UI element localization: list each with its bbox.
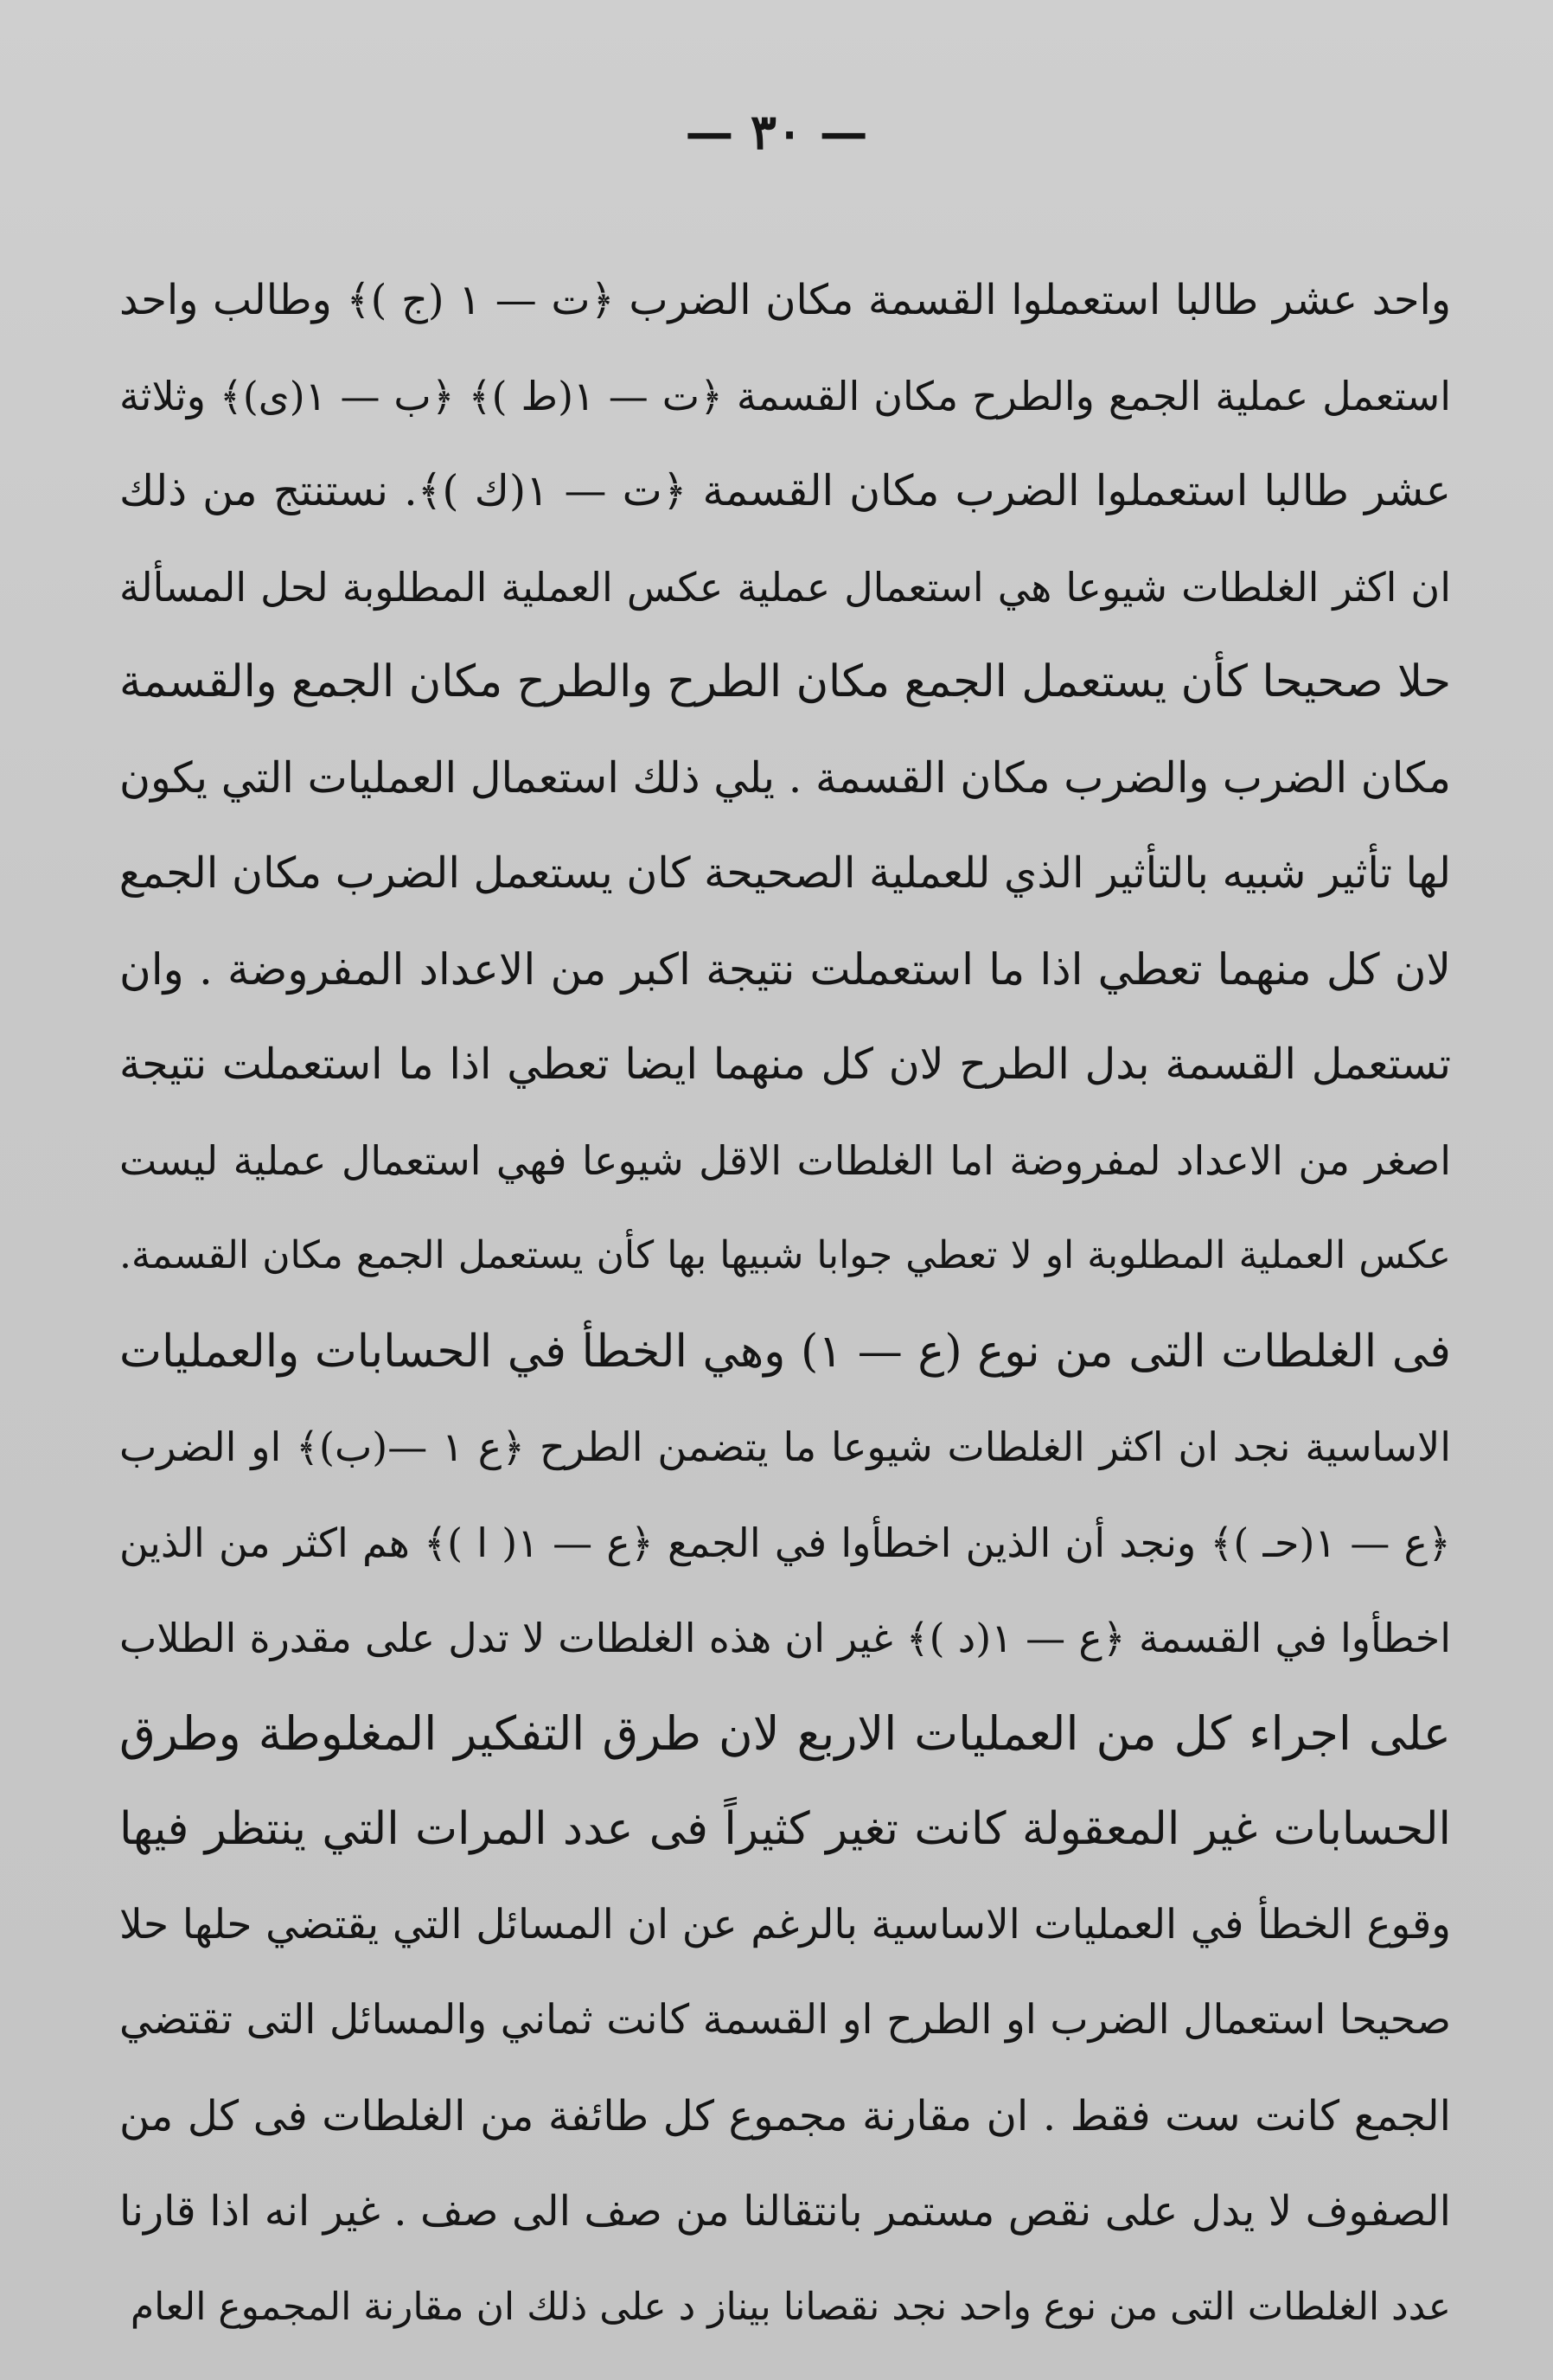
text-line: تستعمل القسمة بدل الطرح لان كل منهما ايضا تعطي اذا ما استعملت نتيجة [119,1040,1451,1089]
text-line: ان اكثر الغلطات شيوعا هي استعمال عملية عكس العملية المطلوبة لحل المسألة [119,563,1451,611]
text-line: عكس العملية المطلوبة او لا تعطي جوابا شبيها بها كأن يستعمل الجمع مكان القسمة. [119,1233,1451,1277]
text-line: اصغر من الاعداد لمفروضة اما الغلطات الاقل شيوعا فهي استعمال عملية ليست [119,1136,1451,1184]
text-line: عشر طالبا استعملوا الضرب مكان القسمة ﴿ت — ١(ك )﴾. نستنتج من ذلك [119,466,1451,515]
text-line: الاساسية نجد ان اكثر الغلطات شيوعا ما يتضمن الطرح ﴿ع ١ —(ب)﴾ او الضرب [119,1424,1451,1470]
text-line: اخطأوا في القسمة ﴿ع — ١(د )﴾ غير ان هذه الغلطات لا تدل على مقدرة الطلاب [119,1615,1451,1661]
text-line: فى الغلطات التى من نوع (ع — ١) وهي الخطأ في الحسابات والعمليات [119,1325,1451,1378]
text-line: لها تأثير شبيه بالتأثير الذي للعملية الصحيحة كان يستعمل الضرب مكان الجمع [119,848,1451,898]
page-number: — ٣٠ — [685,104,868,161]
text-line: عدد الغلطات التى من نوع واحد نجد نقصانا بيناز د على ذلك ان مقارنة المجموع العام [130,2284,1451,2329]
text-line: استعمل عملية الجمع والطرح مكان القسمة ﴿ت — ١(ط )﴾ ﴿ب — ١(ى)﴾ وثلاثة [119,372,1451,419]
text-line: واحد عشر طالبا استعملوا القسمة مكان الضرب ﴿ت — ١ (ج )﴾ وطالب واحد [119,276,1451,324]
text-line: ﴿ع — ١(حـ )﴾ ونجد أن الذين اخطأوا في الجمع ﴿ع — ١( ا )﴾ هم اكثر من الذين [119,1519,1451,1566]
text-line: وقوع الخطأ في العمليات الاساسية بالرغم عن ان المسائل التي يقتضي حلها حلا [119,1900,1451,1948]
text-line: صحيحا استعمال الضرب او الطرح او القسمة كانت ثماني والمسائل التى تقتضي [119,1996,1451,2044]
text-line: الحسابات غير المعقولة كانت تغير كثيراً فى عدد المرات التي ينتظر فيها [119,1803,1451,1855]
text-line: الصفوف لا يدل على نقص مستمر بانتقالنا من صف الى صف . غير انه اذا قارنا [119,2187,1451,2236]
text-line: مكان الضرب والضرب مكان القسمة . يلي ذلك استعمال العمليات التي يكون [119,752,1451,803]
text-line: لان كل منهما تعطي اذا ما استعملت نتيجة اكبر من الاعداد المفروضة . وان [119,944,1451,995]
text-line: على اجراء كل من العمليات الاربع لان طرق التفكير المغلوطة وطرق [119,1705,1451,1761]
body-text [119,253,1451,2355]
text-line: حلا صحيحا كأن يستعمل الجمع مكان الطرح والطرح مكان الجمع والقسمة [119,656,1451,707]
text-line: الجمع كانت ست فقط . ان مقارنة مجموع كل طائفة من الغلطات فى كل من [119,2091,1451,2140]
